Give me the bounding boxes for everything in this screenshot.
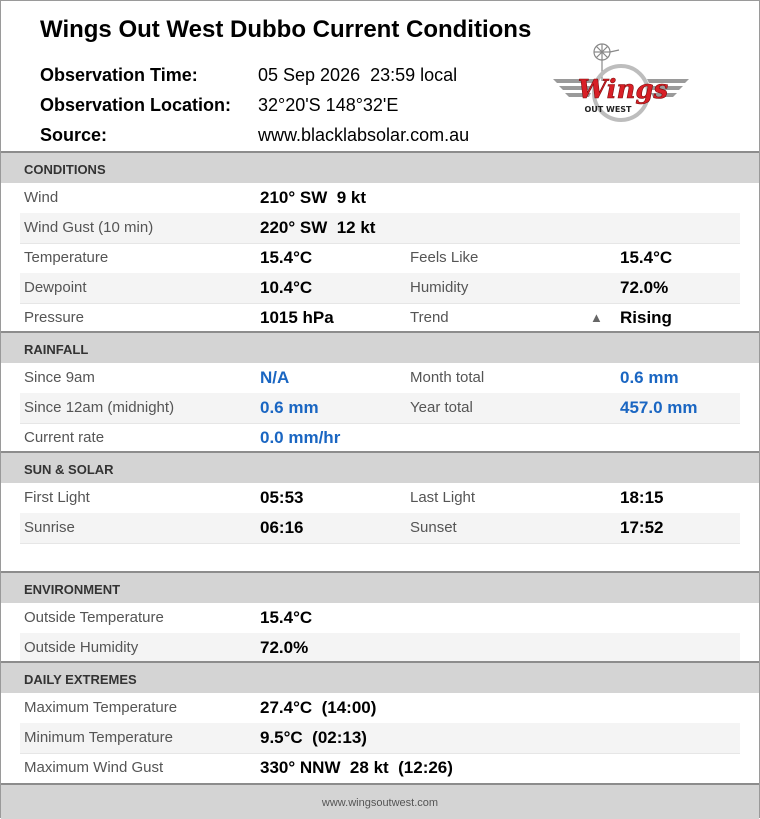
outside-humidity-row <box>20 633 740 663</box>
outside-temperature-row <box>20 603 740 634</box>
gust-row <box>20 213 740 244</box>
section-conditions <box>1 151 759 183</box>
max-wind-gust-value: 330° NNW 28 kt (12:26) <box>260 758 453 777</box>
month-total-value: 0.6 mm <box>620 368 679 387</box>
min-temperature-label: Minimum Temperature <box>24 729 173 746</box>
section-daily-extremes-label: DAILY EXTREMES <box>24 672 137 687</box>
last-light-value: 18:15 <box>620 488 664 507</box>
since-9am-value: N/A <box>260 368 290 387</box>
wind-value: 210° SW 9 kt <box>260 188 367 207</box>
max-temperature-label: Maximum Temperature <box>24 699 178 716</box>
observation-time-row <box>40 63 457 87</box>
year-total-label: Year total <box>410 399 473 416</box>
current-rate-label: Current rate <box>24 429 105 446</box>
min-temperature-row <box>20 723 740 754</box>
gust-label: Wind Gust (10 min) <box>24 219 154 236</box>
source-label: Source: <box>40 124 108 145</box>
observation-location-row <box>40 93 398 117</box>
dewpoint-row <box>20 273 740 304</box>
dewpoint-value: 10.4°C <box>260 278 313 297</box>
outside-humidity-label: Outside Humidity <box>24 639 139 656</box>
observation-time-value: 05 Sep 2026 23:59 local <box>258 64 458 85</box>
section-environment-label: ENVIRONMENT <box>24 582 121 597</box>
temperature-label: Temperature <box>24 249 109 266</box>
feels-like-value: 15.4°C <box>620 248 673 267</box>
humidity-label: Humidity <box>410 279 469 296</box>
feels-like-label: Feels Like <box>410 249 479 266</box>
wings-out-west-logo <box>551 41 691 125</box>
trend-up-arrow-icon: ▲ <box>590 310 603 325</box>
max-wind-gust-row <box>20 753 740 783</box>
section-sun-solar <box>1 451 759 483</box>
section-rainfall <box>1 331 759 363</box>
humidity-value: 72.0% <box>620 278 669 297</box>
wind-row <box>20 183 740 214</box>
since-midnight-row <box>20 393 740 424</box>
outside-temperature-label: Outside Temperature <box>24 609 164 626</box>
pressure-value: 1015 hPa <box>260 308 334 327</box>
sunrise-value: 06:16 <box>260 518 304 537</box>
outside-temperature-value: 15.4°C <box>260 608 313 627</box>
first-light-value: 05:53 <box>260 488 304 507</box>
source-row <box>40 123 469 147</box>
sunrise-row <box>20 513 740 544</box>
observation-location-value: 32°20'S 148°32'E <box>258 94 399 115</box>
since-midnight-label: Since 12am (midnight) <box>24 399 175 416</box>
section-environment <box>1 571 759 603</box>
trend-value: Rising <box>620 308 672 327</box>
header <box>1 1 759 151</box>
logo-wings-text: Wings <box>577 75 669 105</box>
source-value: www.blacklabsolar.com.au <box>258 124 470 145</box>
wind-label: Wind <box>24 189 59 206</box>
first-light-row <box>20 483 740 514</box>
page-title: Wings Out West Dubbo Current Conditions <box>40 16 532 43</box>
month-total-label: Month total <box>410 369 485 386</box>
sunrise-label: Sunrise <box>24 519 75 536</box>
last-light-label: Last Light <box>410 489 476 506</box>
sunset-value: 17:52 <box>620 518 664 537</box>
max-wind-gust-label: Maximum Wind Gust <box>24 759 164 776</box>
temperature-row <box>20 243 740 274</box>
current-rate-value: 0.0 mm/hr <box>260 428 341 447</box>
sunset-label: Sunset <box>410 519 457 536</box>
since-9am-row <box>20 363 740 394</box>
max-temperature-row <box>20 693 740 724</box>
gust-value: 220° SW 12 kt <box>260 218 376 237</box>
pressure-label: Pressure <box>24 309 85 326</box>
min-temperature-value: 9.5°C (02:13) <box>260 728 367 747</box>
logo-out-west-text: OUT WEST <box>584 105 632 114</box>
section-daily-extremes <box>1 661 759 693</box>
section-conditions-label: CONDITIONS <box>24 162 106 177</box>
since-midnight-value: 0.6 mm <box>260 398 319 417</box>
first-light-label: First Light <box>24 489 90 506</box>
section-sun-solar-label: SUN & SOLAR <box>24 462 114 477</box>
current-rate-row <box>20 423 740 453</box>
since-9am-label: Since 9am <box>24 369 95 386</box>
observation-time-label: Observation Time: <box>40 64 198 85</box>
observation-location-label: Observation Location: <box>40 94 232 115</box>
section-rainfall-label: RAINFALL <box>24 342 89 357</box>
footer <box>1 783 759 819</box>
max-temperature-value: 27.4°C (14:00) <box>260 698 377 717</box>
outside-humidity-value: 72.0% <box>260 638 309 657</box>
temperature-value: 15.4°C <box>260 248 313 267</box>
pressure-row <box>20 303 740 333</box>
trend-label: Trend <box>410 309 449 326</box>
dewpoint-label: Dewpoint <box>24 279 87 296</box>
footer-link[interactable]: www.wingsoutwest.com <box>321 797 439 809</box>
year-total-value: 457.0 mm <box>620 398 698 417</box>
